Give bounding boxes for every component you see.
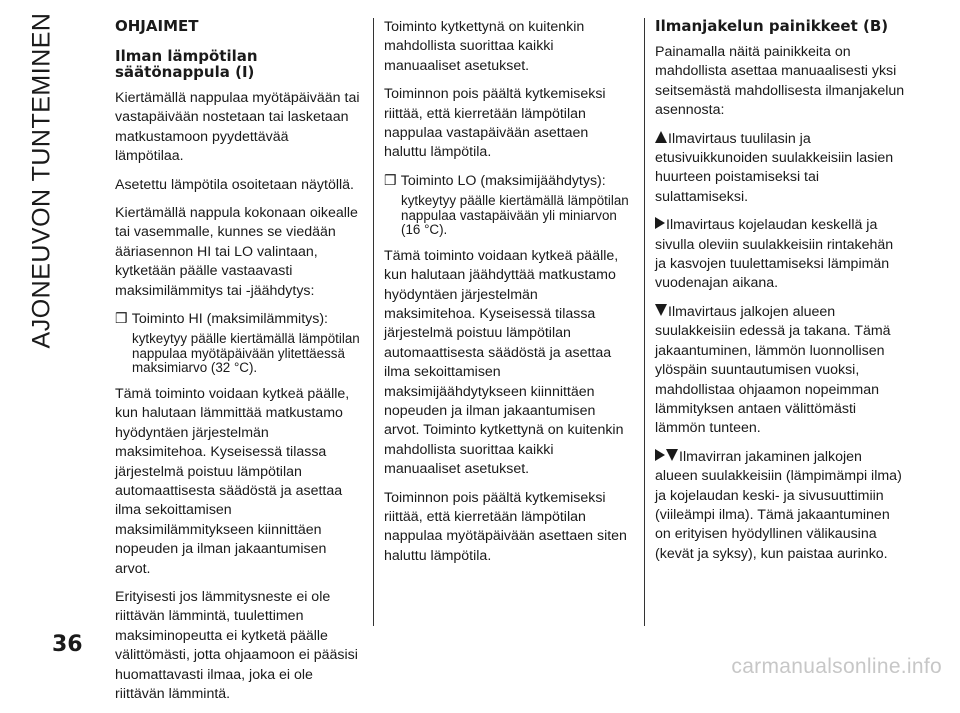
paragraph: Kiertämällä nappula kokonaan oikealle tai vasemmalle, kunnes se viedään ääriasennon HI tai LO valintaan, kytketään päälle vastaavasti maksimilämmitys tai -jäähdytys: — [115, 205, 358, 299]
airflow-item-text: Ilmavirtaus kojelaudan keskellä ja sivulla oleviin suulakkeisiin rintakehän ja kasvojen tuulettamiseksi lämpimän vuodenajan aikana. — [655, 217, 894, 292]
bullet-item-lo — [384, 172, 632, 191]
paragraph: Kiertämällä nappulaa myötäpäivään tai vastapäivään nostetaan tai lasketaan matkustamoon pyydettävää lämpötilaa. — [115, 90, 360, 165]
paragraph: Asetettu lämpötila osoitetaan näytöllä. — [115, 176, 354, 193]
section-side-title-text: AJONEUVON TUNTEMINEN — [27, 12, 56, 348]
airflow-item-dashboard — [655, 216, 907, 294]
page-number: 36 — [52, 632, 83, 657]
airflow-item-bilevel — [655, 448, 907, 564]
arrow-down-icon — [666, 449, 678, 461]
bullet-detail: kytkeytyy päälle kiertämällä lämpötilan nappulaa myötäpäivään ylitettäessä maksimiarvo (32 °C). — [132, 331, 360, 376]
paragraph: Tämä toiminto voidaan kytkeä päälle, kun halutaan jäähdyttää matkustamo hyödyntäen järjestelmän maksimitehoa. Kyseisessä tilassa järjestelmä poistuu lämpötilan automaattisesta säädöstä ja asettaa ilma sekoittamisen maksimijäähdytykseen kiinnittäen nopeuden ja ilman jakaantumisen arvot. Toiminto kytkettynä on kuitenkin mahdollista suorittaa kaikki manuaaliset asetukset. — [384, 247, 624, 478]
bullet-item-hi — [115, 310, 360, 329]
paragraph: Erityisesti jos lämmitysneste ei ole riittävän lämmintä, tuulettimen maksiminopeutta ei kytketä päälle välittömästi, jotta ohjaamoon ei pääsisi huomattavasti ilmaa, joka ei ole riittävän lämmintä. — [115, 589, 358, 703]
column-divider — [644, 18, 645, 626]
section-side-title — [2, 12, 82, 348]
paragraph: Tämä toiminto voidaan kytkeä päälle, kun halutaan lämmittää matkustamo hyödyntäen järjestelmän maksimitehoa. Kyseisessä tilassa järjestelmä poistuu lämpötilan automaattisesta säädöstä ja asettaa ilma sekoittamisen maksimilämmitykseen kiinnittäen nopeuden ja ilman jakaantumisen arvot. — [115, 385, 350, 577]
paragraph: Toiminnon pois päältä kytkemiseksi riittää, että kierretään lämpötilan nappulaa vastapäivään asettaen haluttu lämpötila. — [384, 86, 606, 161]
airflow-item-text: Ilmavirtaus jalkojen alueen suulakkeisiin edessä ja takana. Tämä jakaantuminen, lämmön luonnollisen ylöspäin suuntautumisen vuoksi, mahdollistaa ohjaamon nopeimman lämmityksen antaen välittömästi lämmön tunteen. — [655, 303, 891, 437]
paragraph: Toiminnon pois päältä kytkemiseksi riittää, että kierretään lämpötilan nappulaa myötäpäivään asettaen siten haluttu lämpötila. — [384, 489, 627, 564]
arrow-right-icon — [655, 217, 665, 229]
airflow-item-text: Ilmavirtaus tuulilasin ja etusivuikkunoiden suulakkeisiin lasien huurteen poistamiseksi tai sulattamiseksi. — [655, 130, 894, 205]
checkbox-bullet-icon: ❒ — [115, 311, 128, 328]
arrow-right-icon — [655, 449, 665, 461]
airflow-item-windscreen — [655, 130, 907, 208]
bullet-label: Toiminto HI (maksimilämmitys): — [131, 311, 329, 328]
airflow-item-footwell — [655, 303, 907, 439]
subsection-heading: Ilman lämpötilan säätönappula (I) — [115, 47, 258, 81]
column-divider — [373, 18, 374, 626]
airflow-item-text: Ilmavirran jakaminen jalkojen alueen suulakkeisiin (lämpimämpi ilma) ja kojelaudan keski- ja sivusuuttimiin (viileämpi ilma). Tämä jakaantuminen on erityisen hyödyllinen välikausina (kevät ja syksy), kun paistaa aurinko. — [655, 448, 902, 562]
checkbox-bullet-icon: ❒ — [384, 172, 397, 189]
section-heading: Ilmanjakelun painikkeet (B) — [655, 17, 889, 35]
arrow-down-icon — [655, 304, 667, 316]
bullet-detail: kytkeytyy päälle kiertämällä lämpötilan nappulaa vastapäivään yli miniarvon (16 °C). — [401, 193, 629, 238]
watermark: carmanualsonline.info — [731, 655, 942, 678]
column-1 — [115, 18, 360, 713]
paragraph: Painamalla näitä painikkeita on mahdollista asettaa manuaalisesti yksi seitsemästä mahdollisesta ilmanjakelun asennosta: — [655, 44, 905, 119]
section-heading: OHJAIMET — [115, 17, 199, 35]
column-3 — [655, 18, 907, 573]
column-2 — [384, 18, 632, 575]
arrow-up-icon — [655, 131, 667, 143]
paragraph: Toiminto kytkettynä on kuitenkin mahdollista suorittaa kaikki manuaaliset asetukset. — [384, 19, 585, 74]
bullet-label: Toiminto LO (maksimijäähdytys): — [400, 172, 606, 189]
